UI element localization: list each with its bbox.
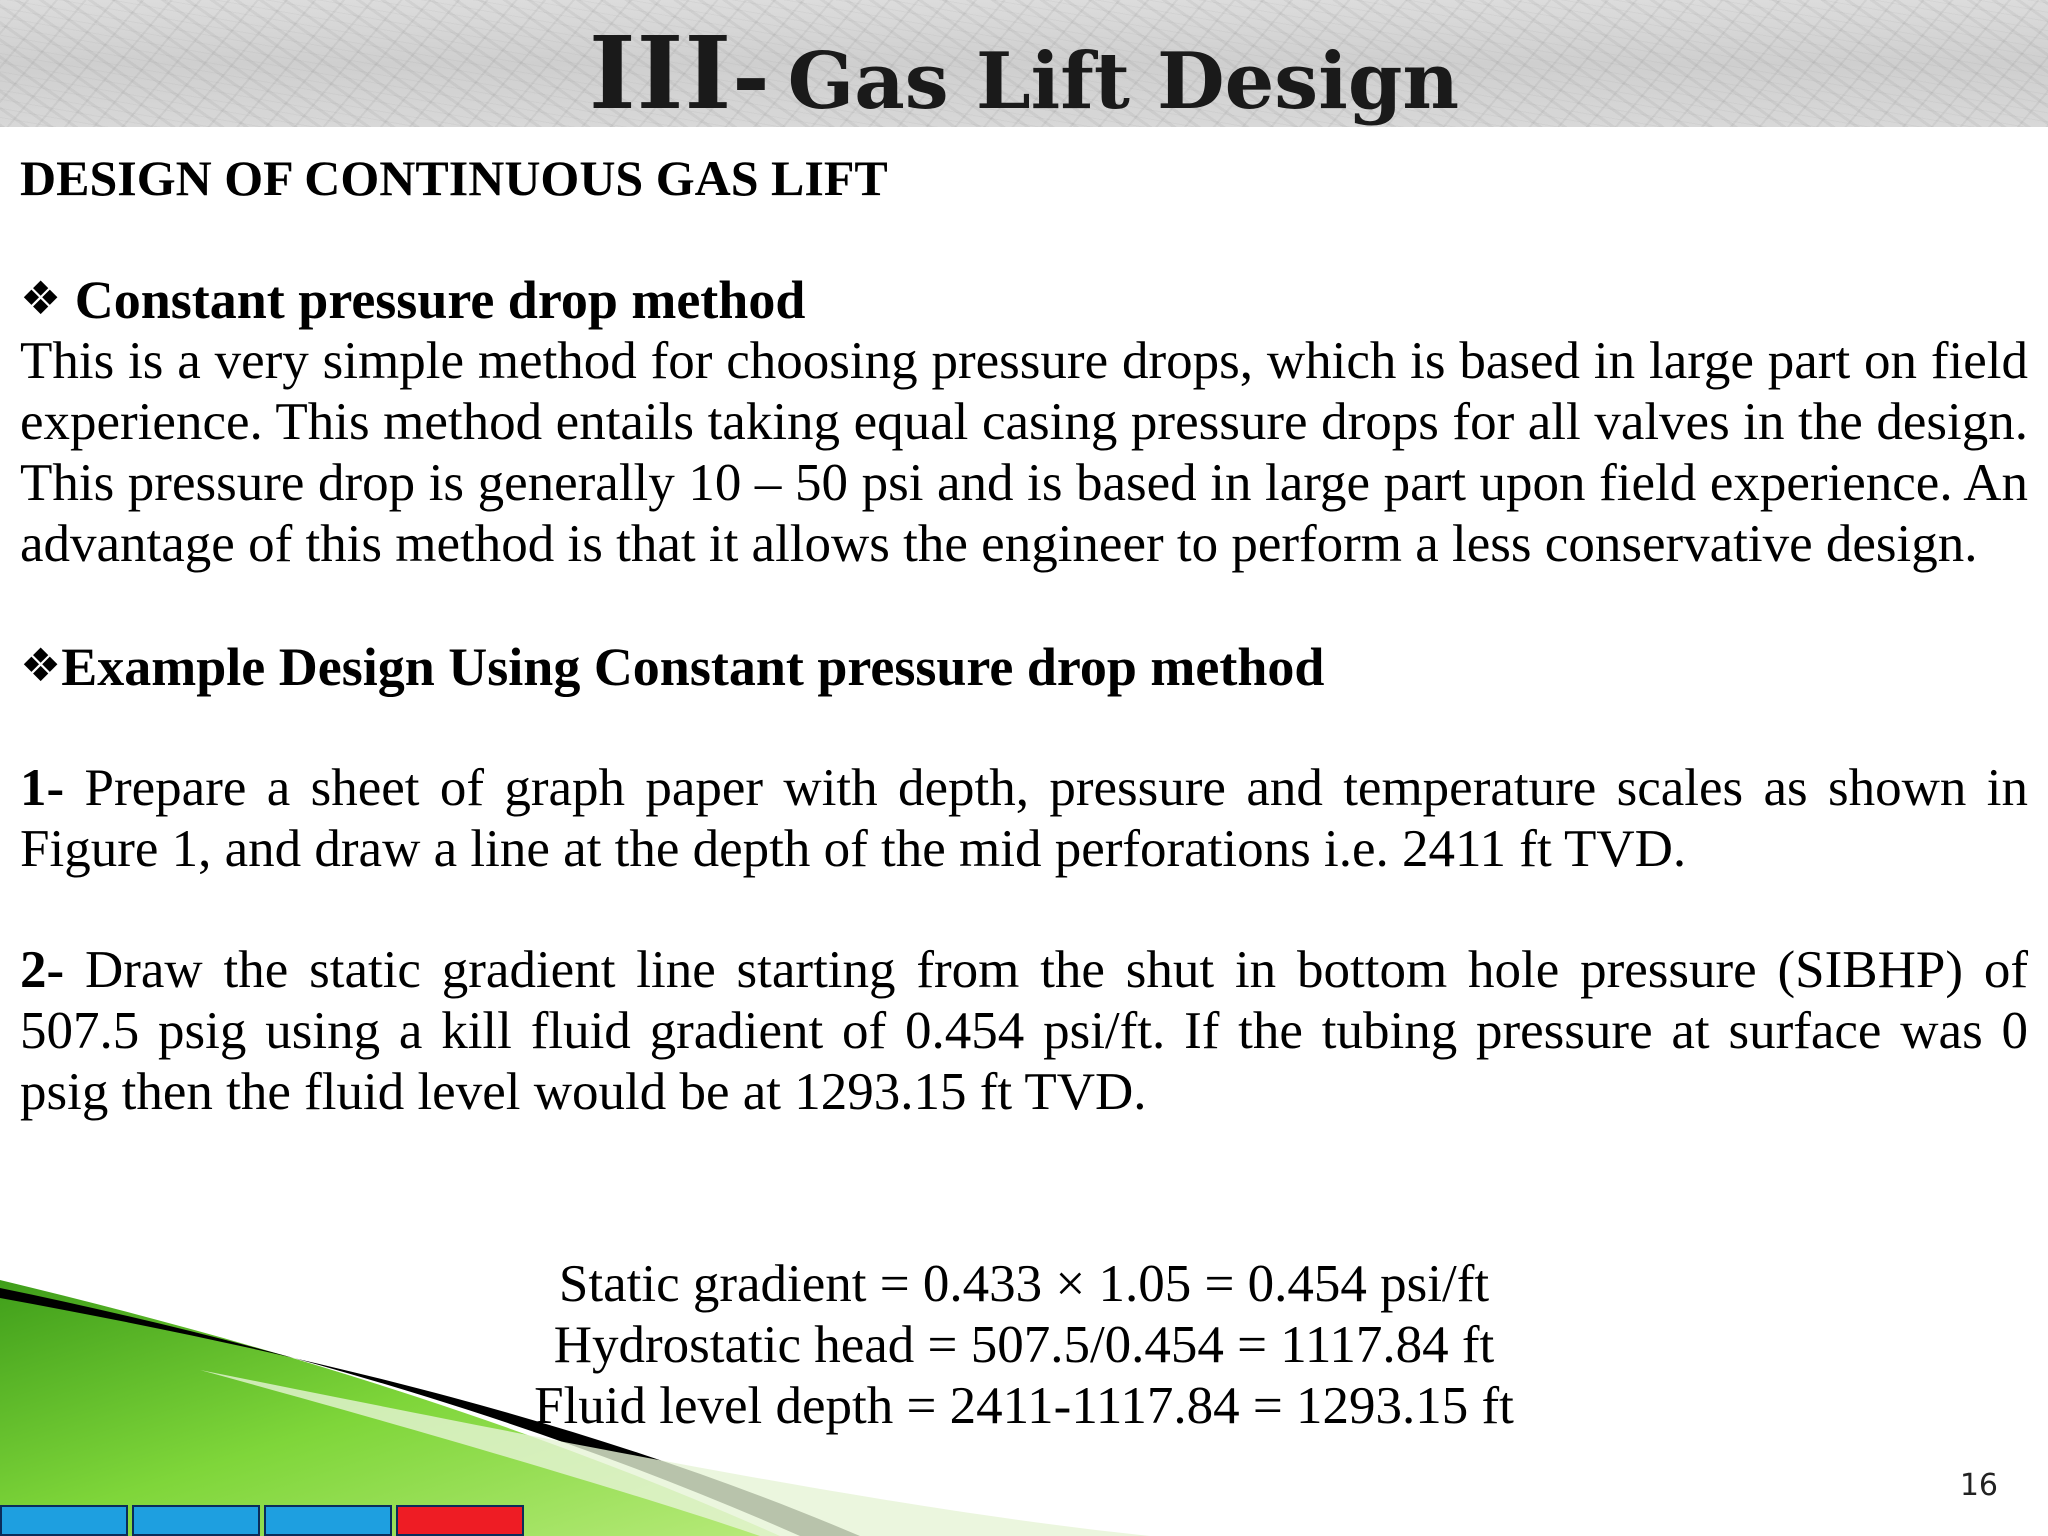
footer-color-bars bbox=[0, 1505, 528, 1536]
diamond-bullet-icon: ❖ bbox=[20, 271, 62, 325]
footer-bar-blue-1 bbox=[0, 1505, 128, 1536]
page-number: 16 bbox=[1959, 1468, 1998, 1503]
step-1-number: 1- bbox=[20, 759, 65, 817]
step-2 bbox=[20, 940, 2028, 1123]
slide-title bbox=[0, 14, 2048, 127]
section1-title bbox=[20, 268, 2028, 331]
step-1-text: Prepare a sheet of graph paper with depth, pressure and temperature scales as shown in Figure 1, and draw a line at the depth of the mid perforations i.e. 2411 ft TVD. bbox=[20, 759, 2029, 878]
section1-body: This is a very simple method for choosing pressure drops, which is based in large part on field experience. This method entails taking equal casing pressure drops for all valves in the design. This pressure drop is generally 10 – 50 psi and is based in large part upon field experience. An advantage of this method is that it allows the engineer to perform a less conservative design. bbox=[20, 332, 2028, 573]
equation-hydrostatic-head: Hydrostatic head = 507.5/0.454 = 1117.84 ft bbox=[553, 1316, 1495, 1374]
section-heading: DESIGN OF CONTINUOUS GAS LIFT bbox=[20, 150, 888, 206]
step-2-number: 2- bbox=[20, 941, 65, 999]
section2-title bbox=[20, 635, 2028, 698]
footer-bar-red bbox=[396, 1505, 524, 1536]
section2-title-text: Example Design Using Constant pressure drop method bbox=[61, 637, 1325, 697]
equation-static-gradient: Static gradient = 0.433 × 1.05 = 0.454 psi/ft bbox=[558, 1255, 1490, 1313]
slide-title-dash: - bbox=[732, 24, 770, 127]
title-banner bbox=[0, 0, 2048, 127]
step-1 bbox=[20, 758, 2028, 880]
slide-content bbox=[20, 148, 2028, 1123]
footer-bar-blue-2 bbox=[132, 1505, 260, 1536]
footer-bar-blue-3 bbox=[264, 1505, 392, 1536]
equation-fluid-level-depth: Fluid level depth = 2411-1117.84 = 1293.15 ft bbox=[534, 1377, 1514, 1435]
step-2-text: Draw the static gradient line starting from the shut in bottom hole pressure (SIBHP) of 507.5 psig using a kill fluid gradient of 0.454 psi/ft. If the tubing pressure at surface was 0 psig then the fluid level would be at 1293.15 ft TVD. bbox=[20, 941, 2028, 1121]
slide-title-roman: III bbox=[588, 14, 733, 127]
slide-title-text: Gas Lift Design bbox=[787, 36, 1460, 127]
section1-title-text: Constant pressure drop method bbox=[74, 270, 806, 330]
diamond-bullet-icon: ❖ bbox=[20, 638, 62, 692]
equations-block bbox=[0, 1254, 2048, 1437]
